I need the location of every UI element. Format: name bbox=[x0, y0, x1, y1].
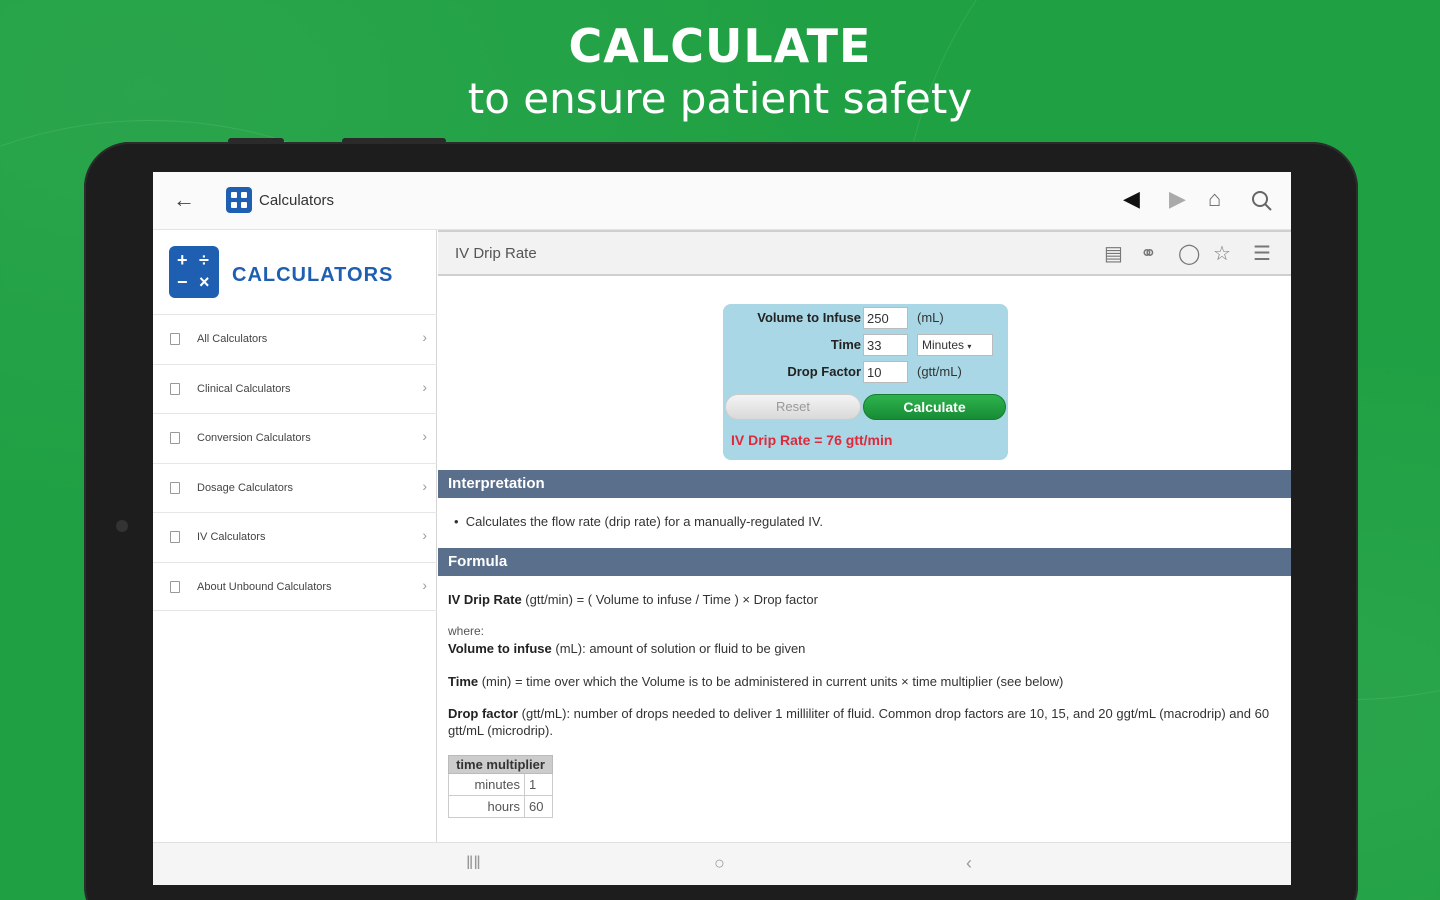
drop-factor-label: Drop Factor bbox=[787, 364, 861, 379]
front-camera bbox=[116, 520, 128, 532]
time-unit-value: Minutes bbox=[922, 338, 965, 352]
volume-button bbox=[228, 138, 284, 144]
document-icon bbox=[170, 383, 180, 395]
table-header: time multiplier bbox=[449, 756, 553, 774]
sidebar bbox=[153, 230, 437, 842]
app-title: Calculators bbox=[259, 192, 335, 209]
bullet-icon: • bbox=[454, 514, 466, 529]
document-icon bbox=[170, 531, 180, 543]
table-row bbox=[449, 796, 553, 818]
reset-button[interactable]: Reset bbox=[725, 394, 861, 420]
table-cell-multiplier: 60 bbox=[525, 796, 553, 818]
promo-subtitle: to ensure patient safety bbox=[467, 74, 973, 123]
drop-desc: (gtt/mL): number of drops needed to deliver 1 milliliter of fluid. Common drop factors are 10, 15, and 20 ggt/mL (macrodrip) and 60 gtt/mL (microdrip). bbox=[448, 706, 1270, 738]
sidebar-item-conversion-calculators[interactable] bbox=[153, 413, 437, 463]
recent-apps-icon[interactable]: ‖‖ bbox=[466, 853, 481, 873]
time-definition bbox=[448, 673, 1278, 690]
home-circle-icon[interactable]: ○ bbox=[714, 853, 725, 873]
sidebar-item-dosage-calculators[interactable] bbox=[153, 463, 437, 513]
chevron-right-icon: › bbox=[422, 428, 427, 444]
sidebar-item-label: IV Calculators bbox=[197, 531, 266, 543]
table-cell-multiplier: 1 bbox=[525, 774, 553, 796]
formula-line bbox=[448, 591, 1278, 608]
sidebar-item-label: About Unbound Calculators bbox=[197, 580, 332, 593]
chevron-right-icon: › bbox=[422, 477, 427, 494]
volume-desc: (mL): amount of solution or fluid to be given bbox=[551, 641, 806, 656]
drop-factor-unit: (gtt/mL) bbox=[917, 364, 962, 379]
time-input[interactable]: 33 bbox=[863, 334, 908, 356]
brand-name: CALCULATORS bbox=[232, 264, 394, 286]
document-icon bbox=[170, 333, 180, 345]
sidebar-item-all-calculators[interactable] bbox=[153, 314, 437, 364]
chevron-right-icon: › bbox=[422, 378, 427, 395]
chevron-right-icon: › bbox=[422, 527, 427, 543]
table-row bbox=[449, 774, 553, 796]
volume-label: Volume to Infuse bbox=[757, 310, 861, 325]
interpretation-heading: Interpretation bbox=[438, 470, 1291, 498]
chevron-right-icon: › bbox=[422, 329, 427, 345]
calculators-app-icon bbox=[226, 187, 252, 213]
app-bar bbox=[153, 172, 1291, 230]
drop-definition bbox=[448, 705, 1278, 739]
promo-title: CALCULATE bbox=[568, 19, 872, 73]
volume-term: Volume to infuse bbox=[448, 641, 552, 656]
time-label: Time bbox=[830, 337, 861, 352]
power-button bbox=[342, 138, 446, 144]
volume-definition bbox=[448, 640, 1278, 657]
sidebar-list bbox=[153, 314, 437, 611]
sidebar-item-clinical-calculators[interactable] bbox=[153, 364, 437, 414]
interpretation-item bbox=[454, 514, 823, 529]
dropdown-arrow-icon: ▾ bbox=[967, 342, 972, 351]
nav-forward-icon[interactable]: ▶ bbox=[1169, 186, 1186, 211]
time-desc: (min) = time over which the Volume is to be administered in current units × time multiplier (see below) bbox=[478, 674, 1064, 689]
link-icon[interactable]: ⚭ bbox=[1140, 243, 1157, 265]
sidebar-item-label: All Calculators bbox=[197, 333, 268, 345]
table-cell-unit: minutes bbox=[449, 774, 525, 796]
tag-icon[interactable]: ◯ bbox=[1178, 243, 1201, 265]
result-text: IV Drip Rate = 76 gtt/min bbox=[731, 432, 893, 448]
sidebar-item-label: Dosage Calculators bbox=[197, 481, 293, 494]
home-icon[interactable]: ⌂ bbox=[1208, 186, 1222, 211]
drop-factor-input[interactable]: 10 bbox=[863, 361, 908, 383]
sidebar-item-label: Clinical Calculators bbox=[197, 382, 291, 395]
system-back-icon[interactable]: ‹ bbox=[966, 853, 972, 873]
search-icon[interactable] bbox=[1251, 190, 1273, 212]
calculators-logo-icon: + ÷ − × bbox=[169, 246, 219, 298]
volume-unit: (mL) bbox=[917, 310, 944, 325]
star-icon[interactable]: ☆ bbox=[1213, 243, 1231, 265]
document-icon bbox=[170, 581, 180, 593]
formula-definition: (gtt/min) = ( Volume to infuse / Time ) × Drop factor bbox=[521, 592, 818, 607]
volume-input[interactable]: 250 bbox=[863, 307, 908, 329]
tablet-screen bbox=[153, 172, 1291, 885]
table-cell-unit: hours bbox=[449, 796, 525, 818]
sidebar-item-label: Conversion Calculators bbox=[197, 432, 311, 444]
drop-term: Drop factor bbox=[448, 706, 519, 721]
where-text: where: bbox=[448, 624, 485, 638]
chevron-right-icon: › bbox=[422, 576, 427, 593]
formula-heading: Formula bbox=[438, 548, 1291, 576]
content-header bbox=[438, 230, 1291, 276]
system-nav-bar bbox=[153, 842, 1291, 885]
back-arrow-icon[interactable]: ← bbox=[173, 187, 195, 212]
time-multiplier-table bbox=[448, 755, 553, 818]
page-title: IV Drip Rate bbox=[455, 245, 537, 262]
formula-term: IV Drip Rate bbox=[448, 592, 522, 607]
document-icon bbox=[170, 482, 180, 494]
time-unit-select[interactable] bbox=[917, 334, 993, 356]
interpretation-text: Calculates the flow rate (drip rate) for a manually-regulated IV. bbox=[465, 514, 823, 529]
time-term: Time bbox=[448, 674, 479, 689]
document-icon bbox=[170, 432, 180, 444]
nav-back-icon[interactable]: ◀ bbox=[1123, 186, 1140, 211]
calculator-form bbox=[723, 304, 1008, 460]
sidebar-item-iv-calculators[interactable] bbox=[153, 512, 437, 562]
notes-icon[interactable]: ▤ bbox=[1104, 243, 1123, 265]
sidebar-item-about[interactable] bbox=[153, 562, 437, 612]
content-pane bbox=[438, 230, 1291, 842]
promo-headline bbox=[0, 18, 1440, 124]
calculate-button[interactable]: Calculate bbox=[863, 394, 1006, 420]
menu-list-icon[interactable]: ☰ bbox=[1253, 243, 1271, 265]
